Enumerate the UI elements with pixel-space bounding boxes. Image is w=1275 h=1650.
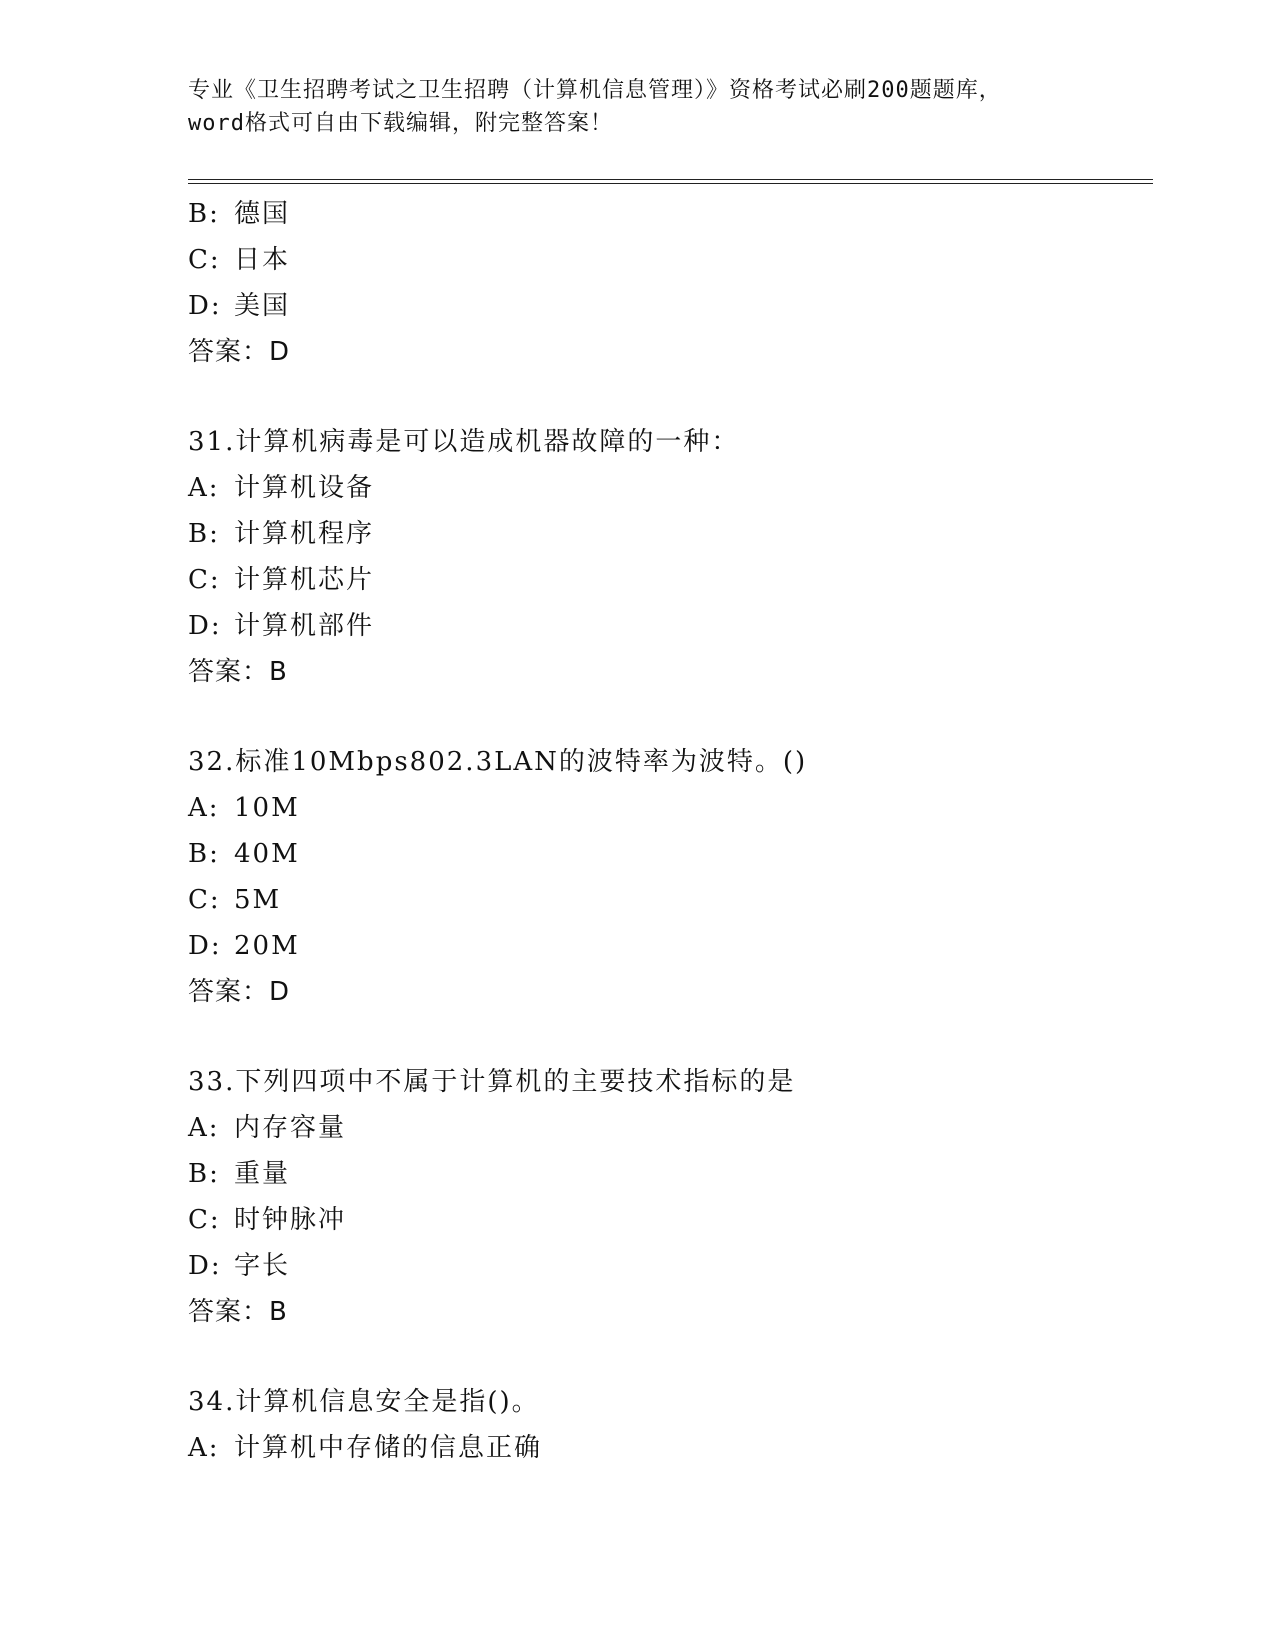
option-b	[188, 511, 1148, 557]
header-divider	[188, 179, 1153, 184]
header-line-2: word格式可自由下载编辑，附完整答案！	[188, 111, 613, 136]
question-text: 31.计算机病毒是可以造成机器故障的一种：	[188, 427, 740, 457]
option-a	[188, 1105, 1148, 1151]
answer-line: 答案：D	[188, 337, 291, 367]
answer-line: 答案：B	[188, 1297, 288, 1327]
option-c	[188, 1197, 1148, 1243]
option-label: B:	[188, 1159, 220, 1189]
option-text: 计算机程序	[234, 519, 375, 549]
option-b	[188, 191, 1148, 237]
option-label: B:	[188, 839, 220, 869]
option-d	[188, 1243, 1148, 1289]
block-spacer	[188, 695, 1148, 739]
option-text: 20M	[234, 931, 300, 961]
option-text: 日本	[234, 245, 291, 275]
question-text: 33.下列四项中不属于计算机的主要技术指标的是	[188, 1067, 796, 1097]
option-c	[188, 877, 1148, 923]
question-block	[188, 1059, 1148, 1335]
option-text: 计算机芯片	[234, 565, 375, 595]
option-label: C:	[188, 565, 221, 595]
option-b	[188, 1151, 1148, 1197]
question-block	[188, 739, 1148, 1015]
option-label: C:	[188, 885, 221, 915]
option-label: A:	[188, 793, 220, 823]
option-d	[188, 923, 1148, 969]
question-block	[188, 419, 1148, 695]
option-text: 美国	[234, 291, 291, 321]
option-d	[188, 283, 1148, 329]
option-label: C:	[188, 245, 221, 275]
option-text: 时钟脉冲	[234, 1205, 347, 1235]
option-label: C:	[188, 1205, 221, 1235]
option-label: D:	[188, 931, 222, 961]
option-c	[188, 237, 1148, 283]
option-label: A:	[188, 473, 220, 503]
option-label: A:	[188, 1433, 220, 1463]
document-header	[188, 74, 1088, 140]
option-text: 计算机中存储的信息正确	[234, 1433, 543, 1463]
option-d	[188, 603, 1148, 649]
option-text: 计算机部件	[234, 611, 375, 641]
question-block	[188, 1379, 1148, 1471]
option-a	[188, 465, 1148, 511]
option-c	[188, 557, 1148, 603]
option-text: 德国	[234, 199, 291, 229]
option-a	[188, 1425, 1148, 1471]
option-text: 字长	[234, 1251, 291, 1281]
option-text: 重量	[234, 1159, 291, 1189]
question-block	[188, 191, 1148, 375]
option-text: 内存容量	[234, 1113, 347, 1143]
option-text: 10M	[234, 793, 300, 823]
question-text: 32.标准10Mbps802.3LAN的波特率为波特。()	[188, 747, 808, 777]
block-spacer	[188, 1015, 1148, 1059]
answer-line: 答案：B	[188, 657, 288, 687]
option-text: 5M	[234, 885, 282, 915]
option-label: D:	[188, 611, 222, 641]
question-list	[188, 191, 1148, 1471]
option-label: A:	[188, 1113, 220, 1143]
answer-line: 答案：D	[188, 977, 291, 1007]
option-text: 计算机设备	[234, 473, 375, 503]
option-a	[188, 785, 1148, 831]
option-text: 40M	[234, 839, 300, 869]
header-line-1: 专业《卫生招聘考试之卫生招聘（计算机信息管理）》资格考试必刷200题题库，	[188, 78, 1002, 103]
block-spacer	[188, 375, 1148, 419]
block-spacer	[188, 1335, 1148, 1379]
question-text: 34.计算机信息安全是指()。	[188, 1387, 540, 1417]
option-label: B:	[188, 519, 220, 549]
option-b	[188, 831, 1148, 877]
option-label: D:	[188, 1251, 222, 1281]
option-label: D:	[188, 291, 222, 321]
option-label: B:	[188, 199, 220, 229]
